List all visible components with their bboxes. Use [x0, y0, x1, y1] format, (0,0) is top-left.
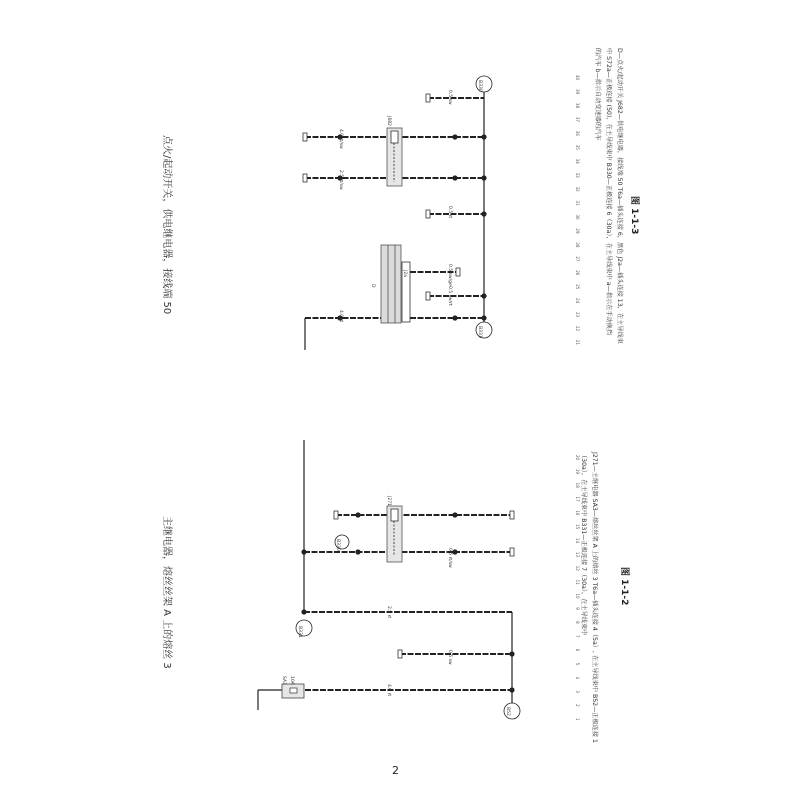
part-label-j682: J682 [386, 116, 391, 126]
grid-number: 14 [575, 538, 580, 544]
wire-label-left-2: 0.5 sw [447, 650, 452, 665]
grid-number: 30 [575, 214, 580, 220]
grid-number: 31 [575, 200, 580, 206]
part-label-d: D [370, 284, 375, 288]
right-diagram-title: 点火/起动开关，供电继电器，接线端 50 [161, 135, 172, 315]
wire-label-left-4: 2.5 rt [386, 606, 391, 619]
part-label-j2a: J2a [402, 270, 407, 277]
grid-number: 21 [575, 340, 580, 346]
grid-number: 7 [575, 634, 580, 638]
grid-number: 1 [575, 718, 580, 721]
left-diagram-title: 主继电器，熔丝丝架 A 上的熔丝 3 [161, 516, 172, 669]
grid-number: 5 [575, 662, 580, 666]
grid-number: 34 [575, 158, 580, 164]
grid-number: 12 [575, 565, 580, 571]
wire-label-right-5: 2.5 rt/sw [338, 170, 343, 190]
page-number: 2 [392, 764, 399, 777]
relay-label-left: J271 [386, 496, 391, 506]
grid-number: 22 [575, 326, 580, 332]
grid-number: 16 [575, 510, 580, 516]
grid-number: 4 [575, 676, 580, 680]
grid-number: 35 [575, 144, 580, 150]
grid-number: 8 [575, 621, 580, 624]
node-label-b330-right: B330 [477, 80, 482, 92]
grid-number: 20 [575, 455, 580, 461]
grid-number: 38 [575, 102, 580, 108]
grid-number: 24 [575, 298, 580, 304]
wire-label-right-1: 4.0 rt [338, 310, 343, 323]
node-label-b331-right: B331 [477, 326, 482, 338]
node-label-b331-left: B331 [297, 626, 302, 638]
wire-label-right-6: 4.0 rt/sw [338, 129, 343, 149]
grid-number: 33 [575, 172, 580, 178]
grid-number: 13 [575, 551, 580, 557]
grid-number: 27 [575, 256, 580, 262]
fuse-label: SA3 [281, 676, 286, 685]
right-caption-line-1: D—点火/起动开关 J682—供电继电器，接线端 50 T6a—插头连接 6，黑色 J2a—插头连接 13，在主导线束 [616, 48, 623, 344]
grid-number: 3 [575, 690, 580, 693]
grid-number: 32 [575, 186, 580, 192]
wire-label-left-1: 4.0 rt [386, 684, 391, 697]
wire-label-right-2: 0.5 sw/rt [447, 286, 452, 306]
right-caption-line-3: 的汽车 b—指示自动变速器的汽车 [594, 48, 601, 141]
grid-number: 23 [575, 312, 580, 318]
grid-number: 19 [575, 468, 580, 474]
grid-number: 11 [575, 579, 580, 585]
grid-number: 9 [575, 607, 580, 610]
grid-number: 18 [575, 482, 580, 488]
wire-label-left-3: 0.5 rt/sw [447, 548, 452, 568]
grid-number: 36 [575, 130, 580, 136]
grid-number: 28 [575, 242, 580, 248]
grid-number: 10 [575, 593, 580, 599]
grid-number: 40 [575, 75, 580, 81]
grid-number: 39 [575, 88, 580, 95]
node-label-b52-left: B52 [505, 707, 510, 716]
wire-label-right-7: 0.5 sw/ge [447, 264, 452, 286]
right-figure-label: 图 1-1-3 [629, 196, 639, 235]
right-caption-line-2: 中 S72a—正极连接 (50)，在主导线束中 B330—正极连接 6（30a），在主导线束中 a—指示在手动换挡 [605, 48, 612, 336]
fuse-rating: 10A [289, 676, 294, 685]
left-caption-line-2: （30a），在主导线束中 B331—正极连接 7（30a），在主导线束中 [580, 452, 587, 636]
grid-number: 37 [575, 116, 580, 122]
node-label-b330-left: B330 [335, 539, 340, 551]
left-caption-line-1: J271—主继电器 SA3—熔丝丝架 A 上的熔丝 3 T6a—插头连接 4（5a）, 在主导线束中 B52—正极连接 1 [591, 452, 598, 743]
wire-label-right-3: 0.5 rt [447, 206, 452, 219]
grid-number: 17 [575, 496, 580, 502]
grid-number: 2 [575, 704, 580, 707]
grid-number: 26 [575, 270, 580, 276]
wire-label-right-4: 0.5 sw [447, 90, 452, 105]
grid-number: 25 [575, 284, 580, 290]
left-figure-label: 图 1-1-2 [619, 567, 629, 606]
grid-number: 15 [575, 524, 580, 530]
grid-number: 29 [575, 228, 580, 234]
grid-number: 6 [575, 648, 580, 652]
